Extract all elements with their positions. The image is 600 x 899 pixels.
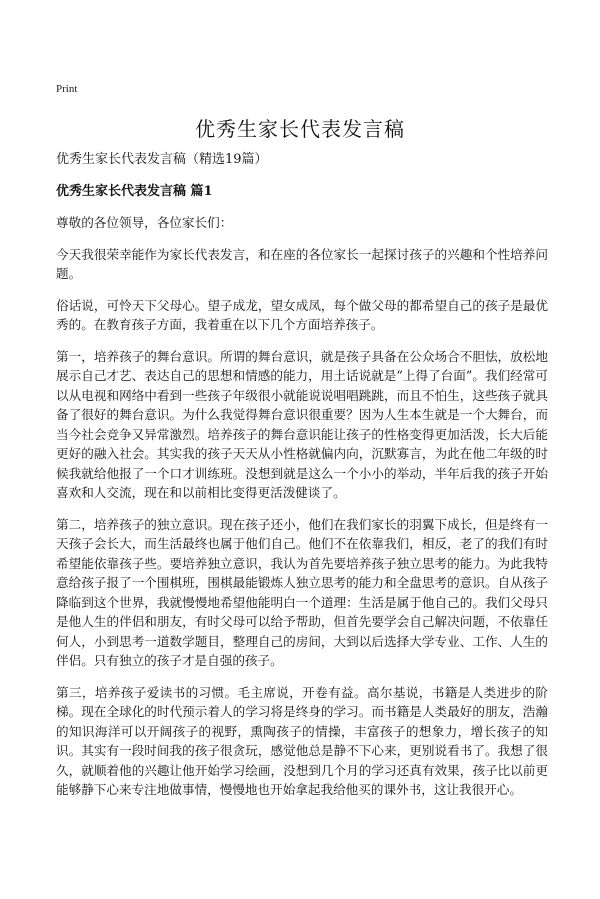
print-label: Print — [56, 83, 78, 95]
paragraph-point-one: 第一，培养孩子的舞台意识。所谓的舞台意识，就是孩子具备在公众场合不胆怯，放松地展示自己才艺、表达自己的思想和情感的能力，用土话说就是“上得了台面”。我们经常可以从电视和网络中看到一些孩子年级很小就能说说唱唱跳跳，而且不怕生，这些孩子就具备了很好的舞台意识。为什么我觉得舞台意识很重要？因为人生本生就是一个大舞台，而当今社会竞争又异常激烈。培养孩子的舞台意识能让孩子的性格变得更加活泼，长大后能更好的融入社会。其实我的孩子天天从小性格就偏内向，沉默寡言，为此在他二年级的时候我就给他报了一个口才训练班。没想到就是这么一个小小的举动，半年后我的孩子开始喜欢和人交流，现在和以前相比变得更活泼健谈了。 — [56, 348, 548, 500]
paragraph-greeting: 尊敬的各位领导，各位家长们： — [56, 215, 233, 230]
paragraph-point-three: 第三，培养孩子爱读书的习惯。毛主席说，开卷有益。高尔基说，书籍是人类进步的阶梯。现在全球化的时代预示着人的学习将是终身的学习。而书籍是人类最好的朋友，浩瀚的知识海洋可以开阔孩子的视野，熏陶孩子的情操，丰富孩子的想象力，增长孩子的知识。其实有一段时间我的孩子很贪玩，感觉他总是静不下心来，更别说看书了。我想了很久，就顺着他的兴趣让他开始学习绘画，没想到几个月的学习还真有效果，孩子比以前更能够静下心来专注地做事情，慢慢地也开始拿起我给他买的课外书，这让我很开心。 — [56, 684, 548, 797]
paragraph-intro: 今天我很荣幸能作为家长代表发言，和在座的各位家长一起探讨孩子的兴趣和个性培养问题。 — [56, 246, 548, 281]
paragraph-proverb: 俗话说，可怜天下父母心。望子成龙，望女成凤，每个做父母的都希望自己的孩子是最优秀的。在教育孩子方面，我着重在以下几个方面培养孩子。 — [56, 297, 548, 332]
document-subtitle: 优秀生家长代表发言稿（精选19篇） — [56, 152, 268, 167]
document-title: 优秀生家长代表发言稿 — [195, 117, 405, 141]
paragraph-point-two: 第二，培养孩子的独立意识。现在孩子还小，他们在我们家长的羽翼下成长，但是终有一天孩子会长大，而生活最终也属于他们自己。他们不在依靠我们，相反，老了的我们有时希望能依靠孩子些。要培养独立意识，我认为首先要培养孩子独立思考的能力。为此我特意给孩子报了一个围棋班，围棋最能锻炼人独立思考的能力和全盘思考的意识。自从孩子降临到这个世界，我就慢慢地希望他能明白一个道理：生活是属于他自己的。我们父母只是他人生的伴侣和朋友，有时父母可以给予帮助，但首先要学会自己解决问题，不依靠任何人，小到思考一道数学题目，整理自己的房间，大到以后选择大学专业、工作、人生的伴侣。只有独立的孩子才是自强的孩子。 — [56, 516, 548, 668]
document-body — [56, 150, 548, 812]
section-heading: 优秀生家长代表发言稿 篇1 — [56, 184, 213, 199]
